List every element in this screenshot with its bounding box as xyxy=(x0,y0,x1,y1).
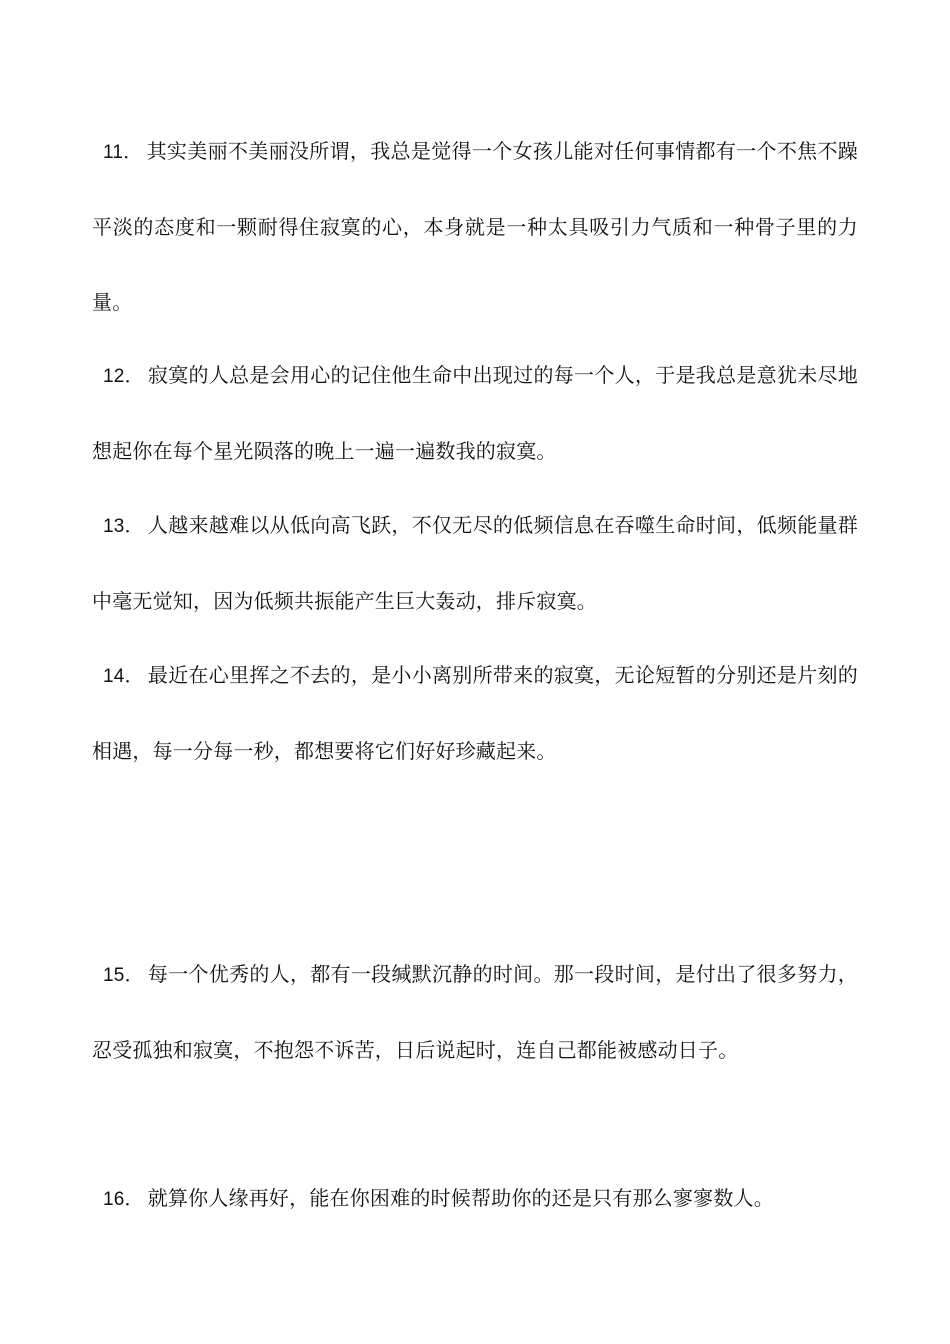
paragraph-12 xyxy=(92,338,858,489)
paragraph-text: 每一个优秀的人，都有一段缄默沉静的时间。那一段时间，是付出了很多努力，忍受孤独和寂寞，不抱怨不诉苦，日后说起时，连自己都能被感动日子。 xyxy=(92,962,859,1062)
paragraph-14 xyxy=(92,638,858,789)
paragraph-text: 其实美丽不美丽没所谓，我总是觉得一个女孩儿能对任何事情都有一个不焦不躁平淡的态度和一颗耐得住寂寞的心，本身就是一种太具吸引力气质和一种骨子里的力量。 xyxy=(92,139,859,314)
paragraph-number: 11． xyxy=(103,142,143,163)
paragraph-number: 16． xyxy=(103,1189,144,1210)
paragraph-number: 13． xyxy=(103,516,144,537)
paragraph-text: 寂寞的人总是会用心的记住他生命中出现过的每一个人，于是我总是意犹未尽地想起你在每个星光陨落的晚上一遍一遍数我的寂寞。 xyxy=(92,363,859,463)
paragraph-15 xyxy=(92,937,858,1088)
paragraph-text: 就算你人缘再好，能在你困难的时候帮助你的还是只有那么寥寥数人。 xyxy=(147,1186,774,1210)
paragraph-13 xyxy=(92,488,858,639)
paragraph-11 xyxy=(92,114,858,340)
paragraph-number: 14． xyxy=(103,666,144,687)
paragraph-text: 最近在心里挥之不去的，是小小离别所带来的寂寞，无论短暂的分别还是片刻的相遇，每一分每一秒，都想要将它们好好珍藏起来。 xyxy=(92,663,859,763)
paragraph-16 xyxy=(92,1161,858,1237)
paragraph-text: 人越来越难以从低向高飞跃，不仅无尽的低频信息在吞噬生命时间，低频能量群中毫无觉知，因为低频共振能产生巨大轰动，排斥寂寞。 xyxy=(92,513,859,613)
paragraph-number: 12． xyxy=(103,366,144,387)
paragraph-number: 15． xyxy=(103,965,144,986)
